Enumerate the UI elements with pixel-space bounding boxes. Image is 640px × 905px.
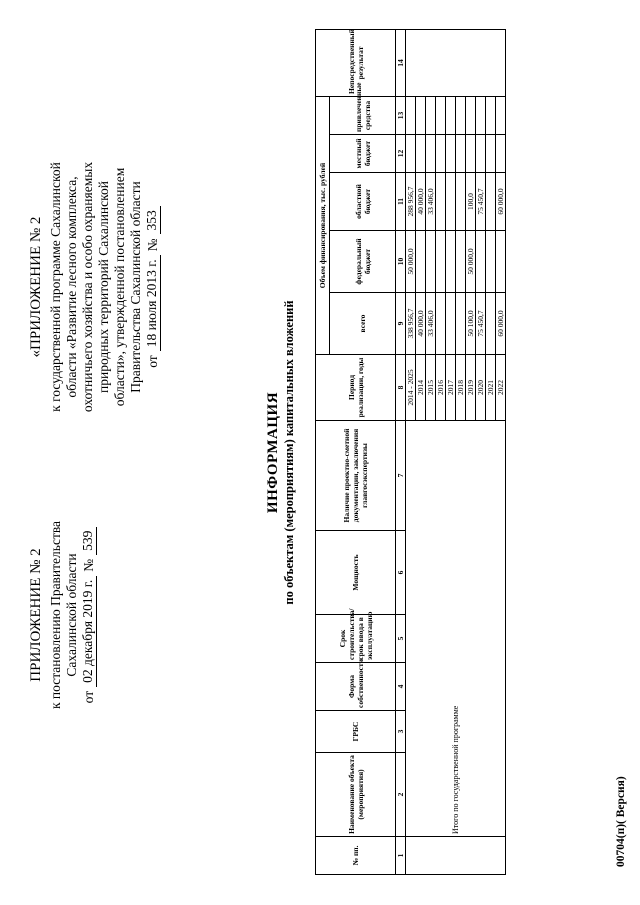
document-footer-code: 00704(п)( Версия) bbox=[615, 776, 627, 867]
capital-investment-table bbox=[315, 29, 506, 875]
row-period: 2018 bbox=[456, 355, 466, 421]
header-right-date-row bbox=[144, 137, 161, 437]
header-left-date: 02 декабря 2019 г. bbox=[80, 576, 97, 687]
row-local bbox=[406, 135, 416, 173]
row-total bbox=[486, 293, 496, 355]
row-local bbox=[486, 135, 496, 173]
row-extra bbox=[436, 97, 446, 135]
row-total: 40 000,0 bbox=[416, 293, 426, 355]
row-regional: 33 406,0 bbox=[426, 173, 436, 231]
header-left-number: 539 bbox=[80, 527, 97, 555]
header-left bbox=[28, 465, 97, 765]
row-local bbox=[416, 135, 426, 173]
header-name: Наименование объекта (мероприятия) bbox=[316, 753, 396, 837]
row-total: 33 406,0 bbox=[426, 293, 436, 355]
row-total bbox=[436, 293, 446, 355]
col-number: 13 bbox=[396, 97, 406, 135]
header-right-line: Правительства Сахалинской области bbox=[128, 181, 143, 393]
header-left-line2: Сахалинской области bbox=[64, 553, 79, 677]
header-right-line: природных территорий Сахалинской bbox=[96, 181, 111, 393]
row-local bbox=[466, 135, 476, 173]
row-total bbox=[456, 293, 466, 355]
header-regional: областной бюджет bbox=[330, 173, 396, 231]
row-period: 2017 bbox=[446, 355, 456, 421]
row-extra bbox=[456, 97, 466, 135]
row-period: 2020 bbox=[476, 355, 486, 421]
row-federal bbox=[426, 231, 436, 293]
header-right-number-prefix: № bbox=[145, 238, 160, 252]
col-number: 8 bbox=[396, 355, 406, 421]
row-federal bbox=[496, 231, 506, 293]
header-num: № пп. bbox=[316, 837, 396, 875]
header-local: местный бюджет bbox=[330, 135, 396, 173]
column-numbers-row bbox=[396, 30, 406, 875]
row-federal: 50 000,0 bbox=[466, 231, 476, 293]
header-federal: федеральный бюджет bbox=[330, 231, 396, 293]
row-federal bbox=[456, 231, 466, 293]
header-left-date-row bbox=[80, 465, 97, 765]
header-term: Срок строительства/срок ввода в эксплуатацию bbox=[316, 615, 396, 663]
document-title: ИНФОРМАЦИЯ bbox=[265, 391, 281, 514]
row-federal bbox=[436, 231, 446, 293]
col-number: 7 bbox=[396, 421, 406, 531]
row-extra bbox=[426, 97, 436, 135]
header-right bbox=[28, 137, 161, 437]
header-left-line1: к постановлению Правительства bbox=[48, 520, 63, 710]
col-number: 1 bbox=[396, 837, 406, 875]
row-local bbox=[436, 135, 446, 173]
header-docs: Наличие проектно-сметной документации, заключения главгосэкспертизы bbox=[316, 421, 396, 531]
row-extra bbox=[446, 97, 456, 135]
header-right-number: 353 bbox=[144, 206, 161, 234]
result-cell bbox=[406, 30, 506, 97]
row-regional bbox=[436, 173, 446, 231]
row-regional: 40 000,0 bbox=[416, 173, 426, 231]
header-period: Период реализации, годы bbox=[316, 355, 396, 421]
row-regional bbox=[486, 173, 496, 231]
col-number: 5 bbox=[396, 615, 406, 663]
header-total: всего bbox=[330, 293, 396, 355]
header-right-line: к государственной программе Сахалинской bbox=[48, 162, 63, 412]
row-local bbox=[456, 135, 466, 173]
col-number: 9 bbox=[396, 293, 406, 355]
row-total: 338 956,7 bbox=[406, 293, 416, 355]
row-period: 2015 bbox=[426, 355, 436, 421]
header-left-number-prefix: № bbox=[81, 558, 96, 572]
row-period: 2019 bbox=[466, 355, 476, 421]
header-right-line: области «Развитие лесного комплекса, bbox=[64, 176, 79, 398]
row-regional: 100,0 bbox=[466, 173, 476, 231]
header-extra: привлеченные средства bbox=[330, 97, 396, 135]
row-federal bbox=[476, 231, 486, 293]
row-extra bbox=[486, 97, 496, 135]
header-funding-group: Объем финансирования, тыс. рублей bbox=[316, 97, 330, 355]
col-number: 11 bbox=[396, 173, 406, 231]
header-right-date: 18 июля 2013 г. bbox=[144, 255, 161, 351]
row-local bbox=[496, 135, 506, 173]
row-extra bbox=[466, 97, 476, 135]
col-number: 3 bbox=[396, 711, 406, 753]
row-extra bbox=[406, 97, 416, 135]
row-total: 60 000,0 bbox=[496, 293, 506, 355]
header-capacity: Мощность bbox=[316, 531, 396, 615]
header-right-title: «ПРИЛОЖЕНИЕ № 2 bbox=[28, 216, 44, 358]
header-ownership: Форма собственности bbox=[316, 663, 396, 711]
row-federal bbox=[446, 231, 456, 293]
col-number: 6 bbox=[396, 531, 406, 615]
col-number: 2 bbox=[396, 753, 406, 837]
header-right-line: охотничьего хозяйства и особо охраняемых bbox=[80, 161, 95, 413]
row-period: 2021 bbox=[486, 355, 496, 421]
row-total: 50 100,0 bbox=[466, 293, 476, 355]
row-local bbox=[426, 135, 436, 173]
row-total bbox=[446, 293, 456, 355]
row-regional bbox=[446, 173, 456, 231]
header-left-title: ПРИЛОЖЕНИЕ № 2 bbox=[28, 548, 44, 682]
row-period: 2014 bbox=[416, 355, 426, 421]
row-extra bbox=[496, 97, 506, 135]
row-total: 75 450,7 bbox=[476, 293, 486, 355]
row-regional: 75 450,7 bbox=[476, 173, 486, 231]
row-federal bbox=[486, 231, 496, 293]
row-period: 2016 bbox=[436, 355, 446, 421]
total-num-cell bbox=[406, 837, 506, 875]
row-regional: 60 000,0 bbox=[496, 173, 506, 231]
total-label: Итого по государственной программе bbox=[406, 421, 506, 837]
table-row bbox=[406, 30, 416, 875]
header-left-date-prefix: от bbox=[81, 690, 96, 704]
header-right-date-prefix: от bbox=[145, 355, 160, 368]
col-number: 12 bbox=[396, 135, 406, 173]
row-regional bbox=[456, 173, 466, 231]
row-federal bbox=[416, 231, 426, 293]
row-extra bbox=[476, 97, 486, 135]
header-result: Непосредственный результат bbox=[316, 30, 396, 97]
row-period: 2014 - 2025 bbox=[406, 355, 416, 421]
header-right-line: области», утвержденной постановлением bbox=[112, 167, 127, 407]
row-federal: 50 000,0 bbox=[406, 231, 416, 293]
header-grbs: ГРБС bbox=[316, 711, 396, 753]
row-regional: 288 956,7 bbox=[406, 173, 416, 231]
row-extra bbox=[416, 97, 426, 135]
row-local bbox=[446, 135, 456, 173]
col-number: 4 bbox=[396, 663, 406, 711]
document-subtitle: по объектам (мероприятиям) капитальных вложений bbox=[282, 300, 296, 605]
col-number: 10 bbox=[396, 231, 406, 293]
row-period: 2022 bbox=[496, 355, 506, 421]
row-local bbox=[476, 135, 486, 173]
col-number: 14 bbox=[396, 30, 406, 97]
